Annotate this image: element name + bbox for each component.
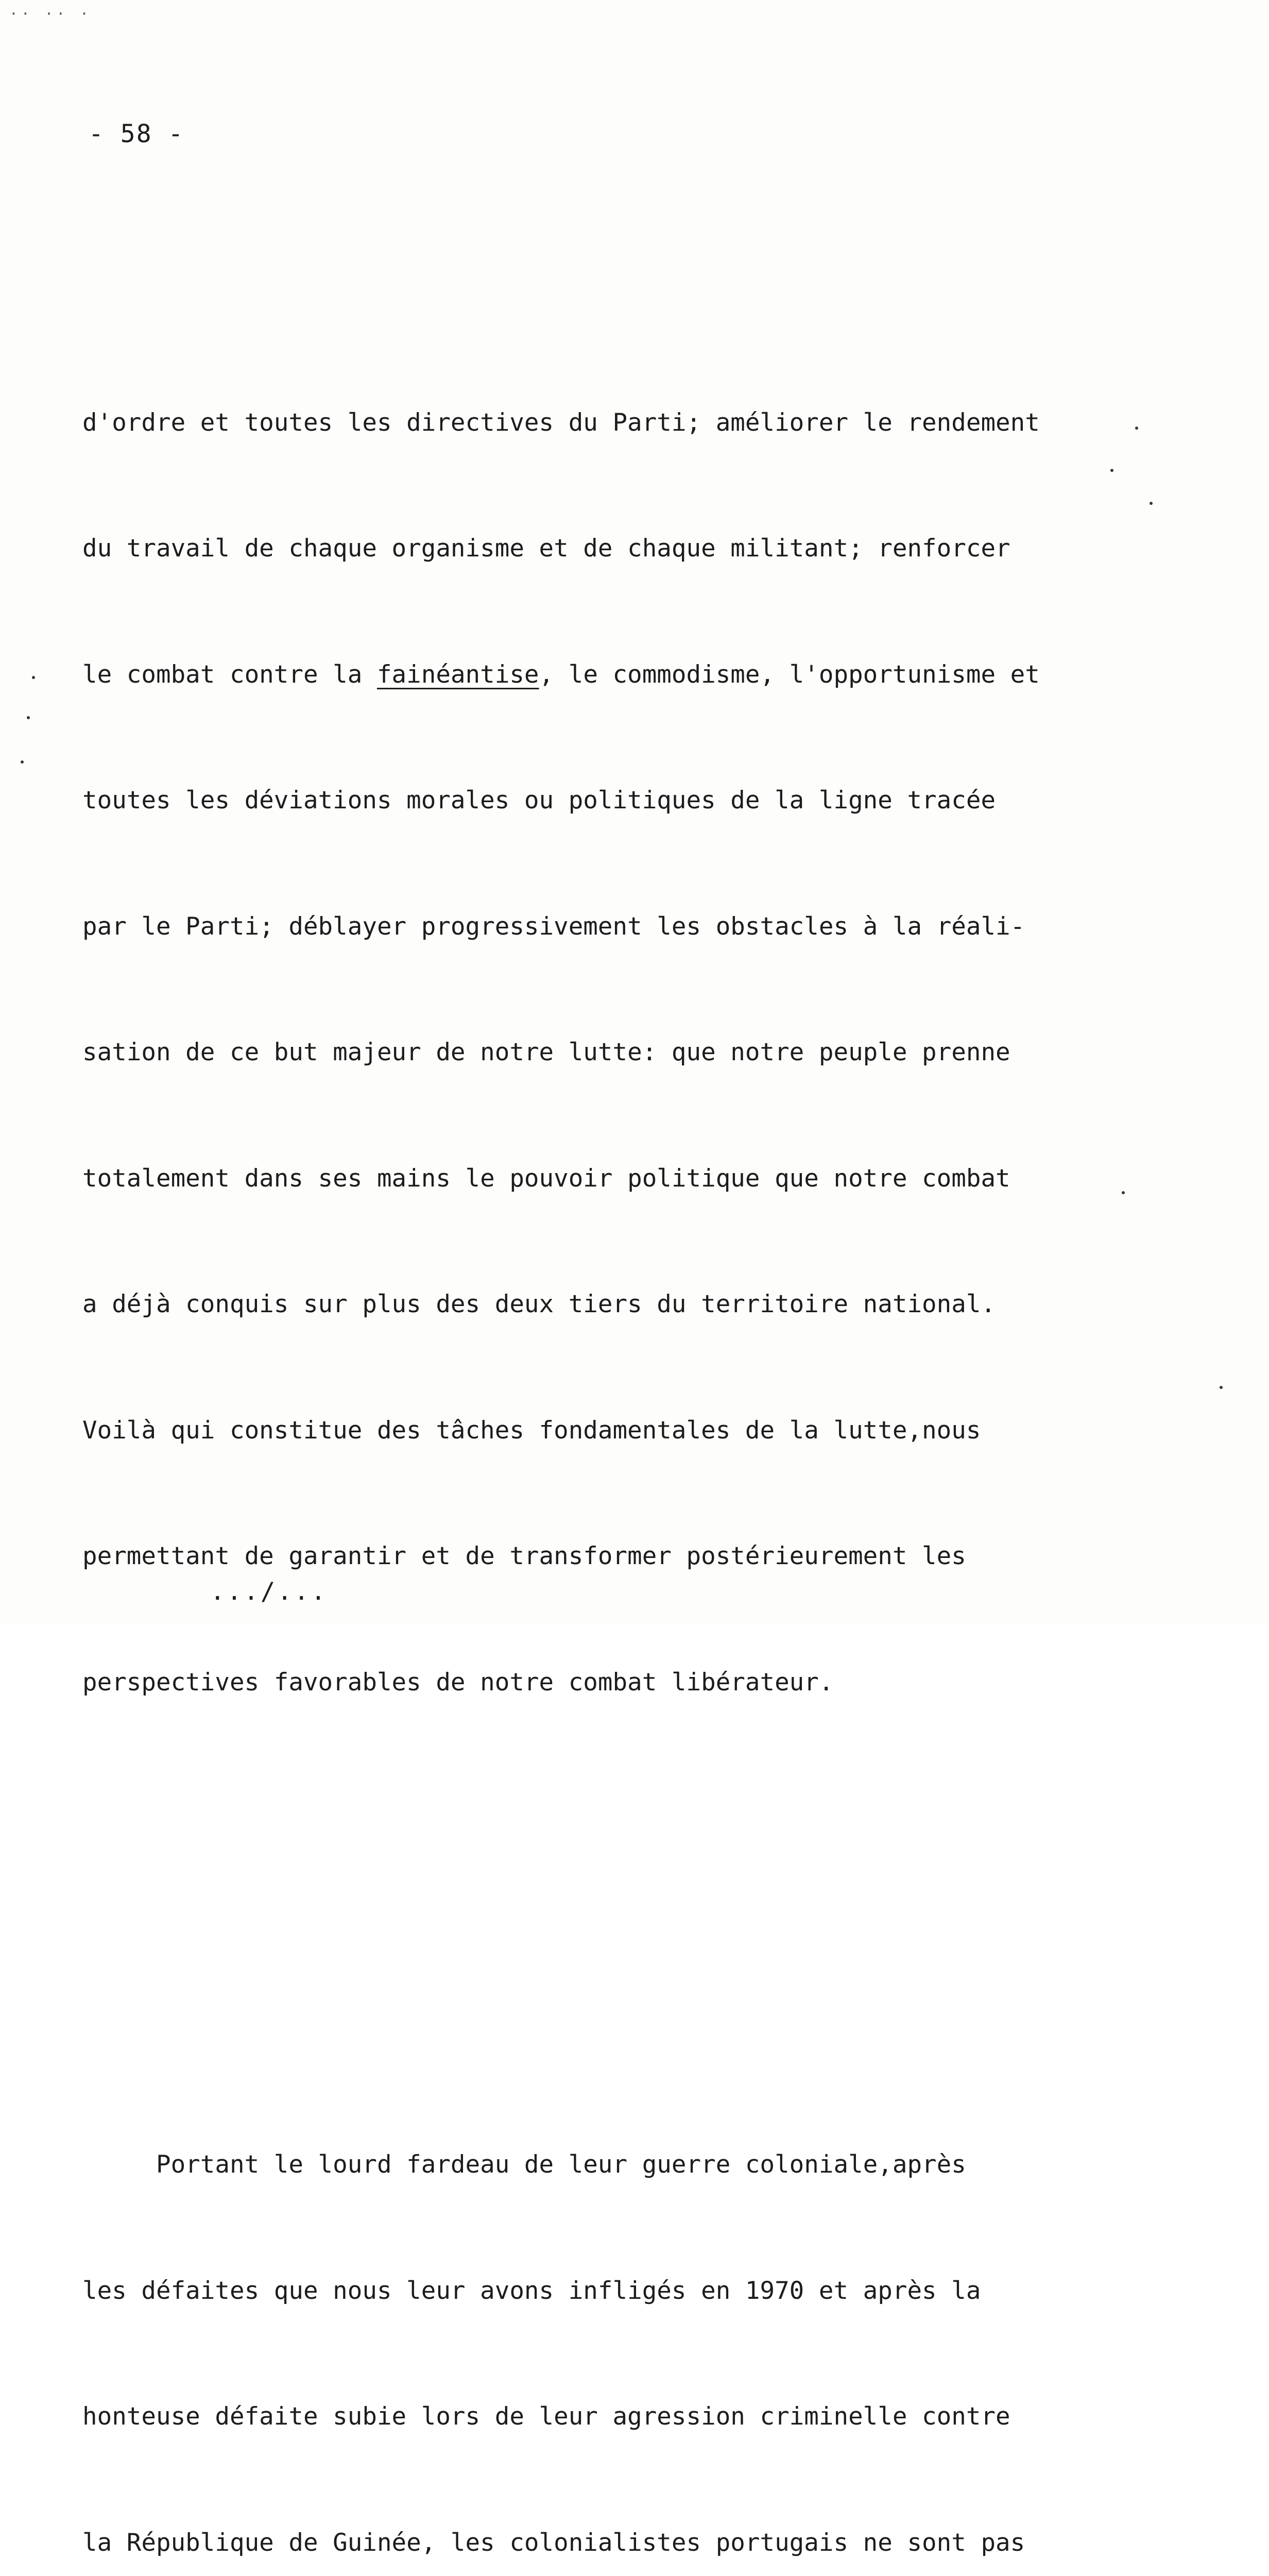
text-line: du travail de chaque organisme et de chaque militant; renforcer [82, 534, 1010, 563]
text-line: perspectives favorables de notre combat libérateur. [82, 1668, 834, 1697]
text-line: d'ordre et toutes les directives du Parti; améliorer le rendement [82, 408, 1040, 437]
text-line: toutes les déviations morales ou politiques de la ligne tracée [82, 786, 996, 815]
scan-speck [1135, 427, 1138, 430]
text-line: le combat contre la fainéantise, le commodisme, l'opportunisme et [82, 660, 1040, 689]
text-line: Voilà qui constitue des tâches fondamentales de la lutte,nous [82, 1416, 981, 1445]
continuation-mark: .../... [210, 1578, 328, 1606]
scan-speck [21, 760, 24, 764]
text-line: par le Parti; déblayer progressivement les obstacles à la réali- [82, 912, 1025, 941]
body-text [82, 192, 1071, 2576]
scan-speck [27, 716, 30, 719]
text-line: permettant de garantir et de transformer postérieurement les [82, 1542, 966, 1570]
text-line: les défaites que nous leur avons infligés en 1970 et après la [82, 2276, 981, 2305]
scan-speck [1110, 469, 1113, 472]
text-line: sation de ce but majeur de notre lutte: que notre peuple prenne [82, 1038, 1010, 1066]
paragraph-1 [82, 318, 1071, 1788]
text-line: la République de Guinée, les colonialistes portugais ne sont pas [82, 2528, 1025, 2557]
text-line: a déjà conquis sur plus des deux tiers du territoire national. [82, 1290, 996, 1318]
scan-speck [1220, 1386, 1223, 1389]
text-line: Portant le lourd fardeau de leur guerre coloniale,après [82, 2150, 966, 2179]
scan-speck [1122, 1191, 1125, 1194]
paragraph-2 [82, 2060, 1071, 2576]
underlined-word: fainéantise [376, 660, 539, 689]
text-line: honteuse défaite subie lors de leur agression criminelle contre [82, 2402, 1010, 2431]
page-number: - 58 - [89, 120, 184, 148]
scan-edge-mark: ·· ·· · [9, 5, 92, 22]
scan-speck [32, 676, 35, 679]
scan-speck [1150, 502, 1153, 505]
text-line: totalement dans ses mains le pouvoir politique que notre combat [82, 1164, 1010, 1193]
